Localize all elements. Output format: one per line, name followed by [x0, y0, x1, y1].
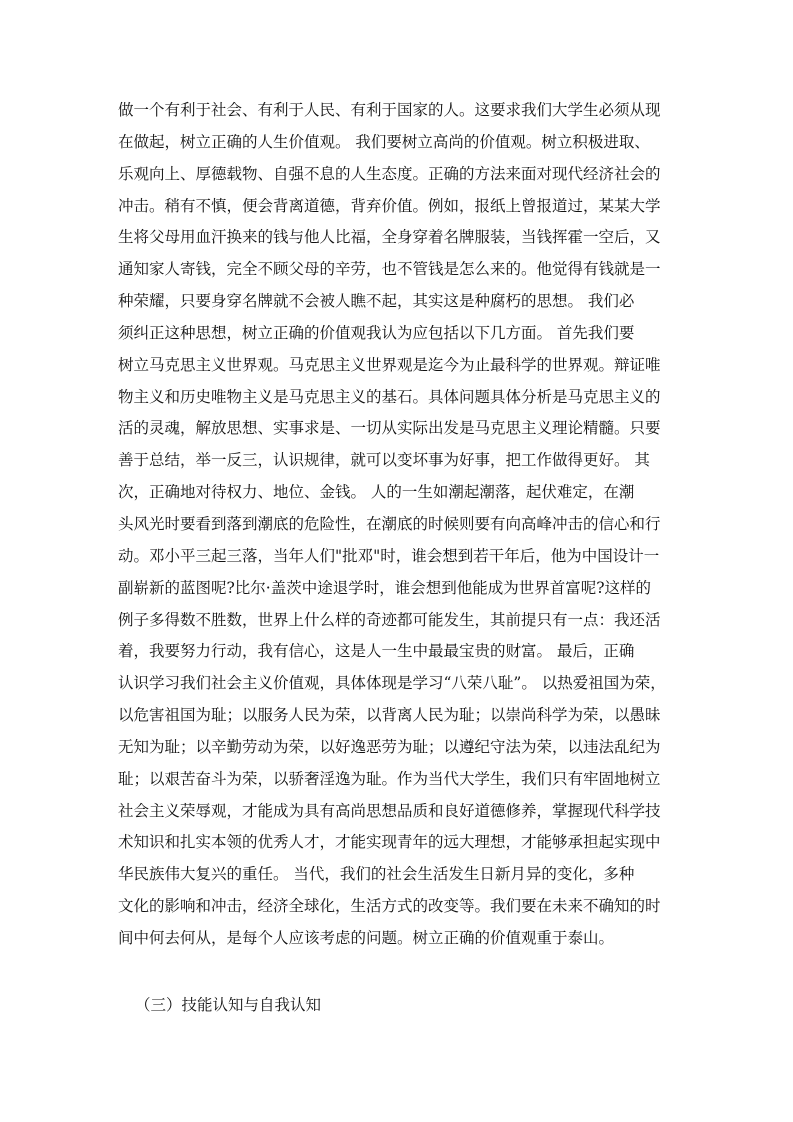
text-line: 乐观向上、厚德载物、自强不息的人生态度。正确的方法来面对现代经济社会的 — [118, 164, 661, 183]
text-line: 着，我要努力行动，我有信心，这是人一生中最最宝贵的财富。 最后，正确 — [118, 642, 635, 661]
text-line: 认识学习我们社会主义价值观，具体体现是学习“八荣八耻”。 以热爱祖国为荣， — [118, 674, 666, 693]
text-line: 例子多得数不胜数，世界上什么样的奇迹都可能发生，其前提只有一点：我还活 — [118, 610, 661, 629]
text-line: 善于总结，举一反三，认识规律，就可以变坏事为好事，把工作做得更好。 其 — [118, 451, 650, 470]
text-line: 术知识和扎实本领的优秀人才，才能实现青年的远大理想，才能够承担起实现中 — [118, 833, 661, 852]
text-line: 种荣耀，只要身穿名牌就不会被人瞧不起，其实这是种腐朽的思想。 我们必 — [118, 292, 635, 311]
section-heading: （三）技能认知与自我认知 — [135, 996, 322, 1014]
text-line: 无知为耻；以辛勤劳动为荣，以好逸恶劳为耻；以遵纪守法为荣，以违法乱纪为 — [118, 737, 661, 756]
text-line: 华民族伟大复兴的重任。 当代，我们的社会生活发生日新月异的变化，多种 — [118, 865, 635, 884]
text-line: 树立马克思主义世界观。马克思主义世界观是迄今为止最科学的世界观。辩证唯 — [118, 355, 661, 374]
text-line: 社会主义荣辱观，才能成为具有高尚思想品质和良好道德修养，掌握现代科学技 — [118, 801, 661, 820]
text-line: 间中何去何从，是每个人应该考虑的问题。树立正确的价值观重于泰山。 — [118, 928, 615, 947]
text-line: 以危害祖国为耻；以服务人民为荣，以背离人民为耻；以崇尚科学为荣，以愚昧 — [118, 706, 661, 725]
text-line: 物主义和历史唯物主义是马克思主义的基石。具体问题具体分析是马克思主义的 — [118, 387, 661, 406]
text-line: 次，正确地对待权力、地位、金钱。 人的一生如潮起潮落，起伏难定，在潮 — [118, 483, 635, 502]
text-line: 活的灵魂，解放思想、实事求是、一切从实际出发是马克思主义理论精髓。只要 — [118, 419, 661, 438]
text-line: 动。邓小平三起三落，当年人们"批邓"时，谁会想到若干年后，他为中国设计一 — [118, 546, 660, 565]
text-line: 须纠正这种思想，树立正确的价值观我认为应包括以下几方面。 首先我们要 — [118, 323, 635, 342]
text-line: 做一个有利于社会、有利于人民、有利于国家的人。这要求我们大学生必须从现 — [118, 101, 661, 119]
text-line: 在做起，树立正确的人生价值观。 我们要树立高尚的价值观。树立积极进取、 — [118, 132, 650, 151]
text-line: 冲击。稍有不慎，便会背离道德，背弃价值。例如，报纸上曾报道过，某某大学 — [118, 196, 661, 215]
text-line: 头风光时要看到落到潮底的危险性，在潮底的时候则要有向高峰冲击的信心和行 — [118, 514, 661, 533]
text-line: 通知家人寄钱，完全不顾父母的辛劳，也不管钱是怎么来的。他觉得有钱就是一 — [118, 260, 661, 279]
text-line: 副崭新的蓝图呢?比尔·盖茨中途退学时，谁会想到他能成为世界首富呢?这样的 — [118, 578, 652, 597]
text-line: 生将父母用血汗换来的钱与他人比福，全身穿着名牌服装，当钱挥霍一空后，又 — [118, 228, 661, 247]
text-line: 文化的影响和冲击，经济全球化，生活方式的改变等。我们要在未来不确知的时 — [118, 897, 661, 916]
text-line: 耻；以艰苦奋斗为荣，以骄奢淫逸为耻。作为当代大学生，我们只有牢固地树立 — [118, 769, 661, 788]
body-paragraph — [118, 95, 676, 955]
